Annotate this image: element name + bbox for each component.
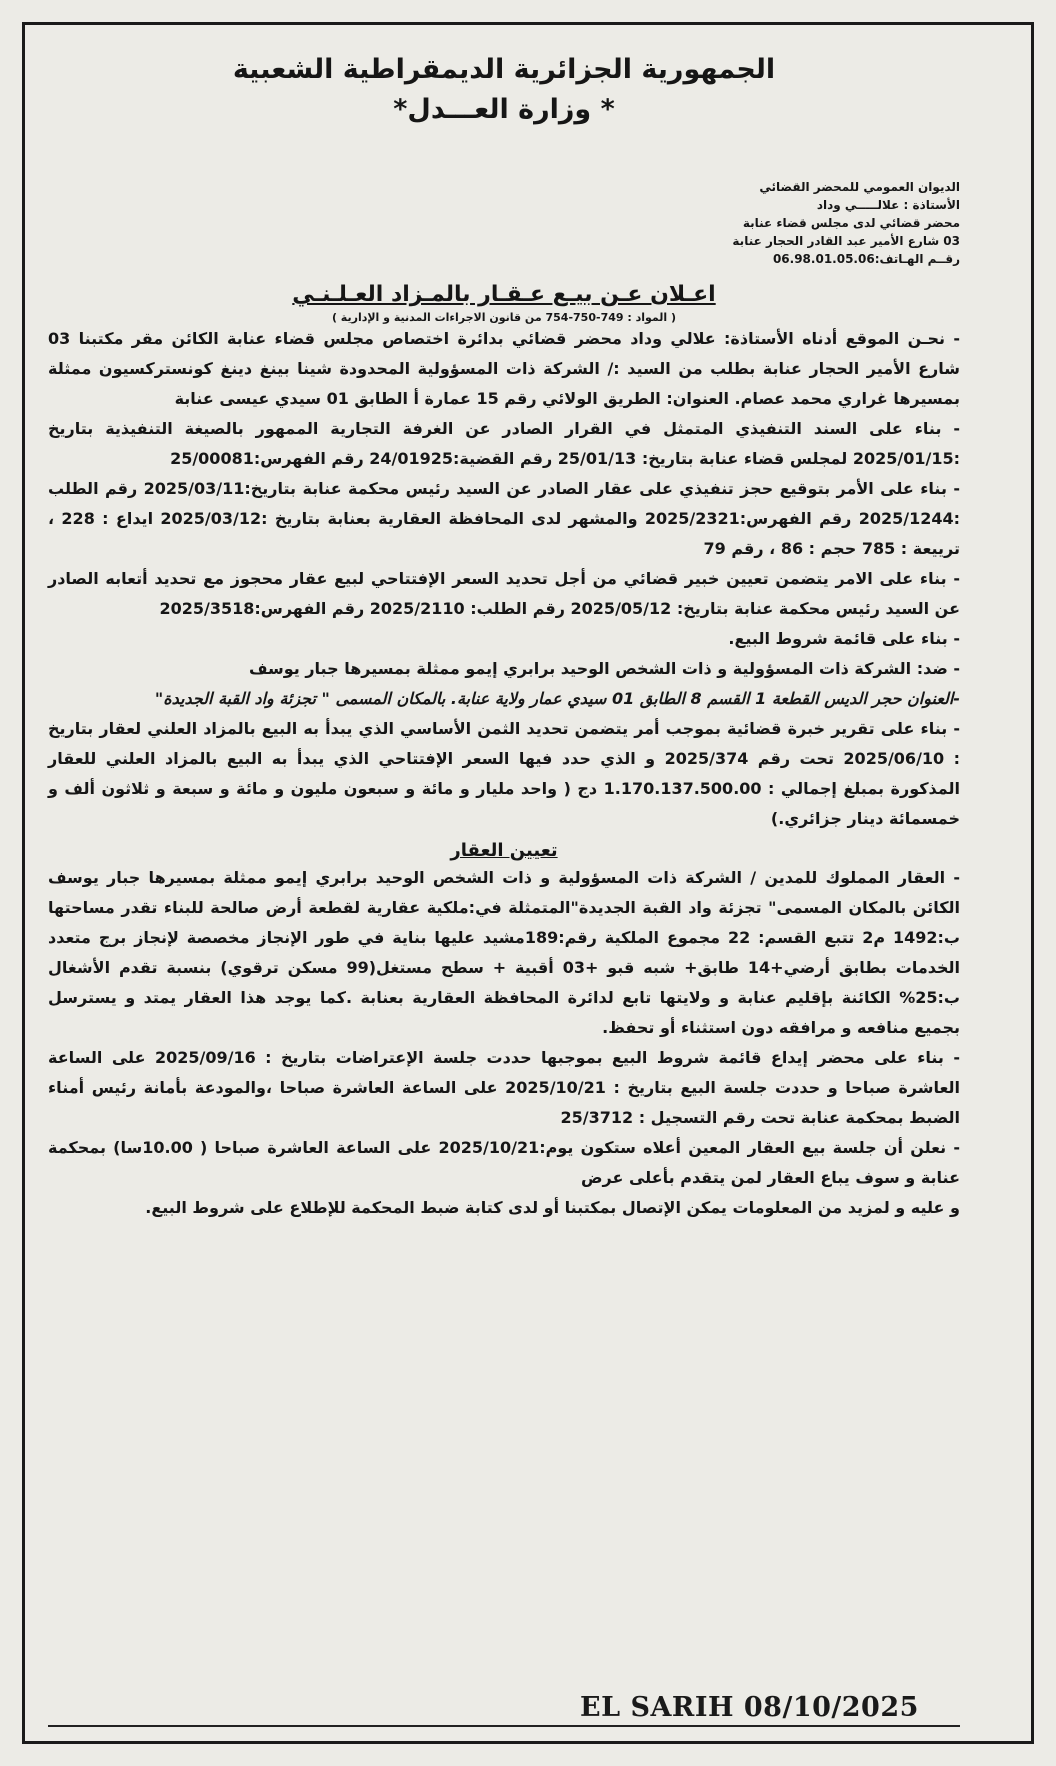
- footer-divider: [48, 1725, 960, 1727]
- paragraph-enforcement-title: - بناء على السند التنفيذي المتمثل في القرار الصادر عن الغرفة التجارية الممهور بالصيغة التنفيذية بتاريخ :2025/01/15 لمجلس قضاء عنابة بتاريخ: 25/01/13 رقم القضية:24/01925 رقم الفهرس:25/00081: [48, 419, 960, 468]
- office-line-1: الديوان العمومي للمحضر القضائي: [759, 180, 960, 194]
- office-block: [48, 178, 960, 268]
- section-title: تعيين العقار: [450, 840, 558, 861]
- paragraph-property-description: - العقار المملوك للمدين / الشركة ذات المسؤولية و ذات الشخص الوحيد برابري إيمو ممثلة بمسيرها جبار يوسف الكائن بالمكان المسمى" تجزئة واد القبة الجديدة"المتمثلة في:ملكية عقارية لقطعة أرض صالحة للبناء تقدر مساحتها ب:1492 م2 تتبع القسم: 22 مجموع الملكية رقم:189مشيد عليها بناية في طور الإنجاز مخصصة لإنجاز برج متعدد الخدمات بطابق أرضي+14 طابق+ شبه قبو +03 أقبية + سطح مستغل(99 مسكن ترقوي) بنسبة تقدم الأشغال ب:25% الكائنة بإقليم عنابة و ولايتها تابع لدائرة المحافظة العقارية بعنابة .كما يوجد هذا العقار يمتد و يسترسل بجميع منافعه و مرافقه دون استثناء أو تحفظ.: [48, 868, 961, 1037]
- office-line-4: 03 شارع الأمير عبد القادر الحجار عنابة: [732, 234, 960, 248]
- paragraph-expert-order: - بناء على الامر يتضمن تعيين خبير قضائي من أجل تحديد السعر الإفتتاحي لبيع عقار محجوز مع تحديد أتعابه الصادر عن السيد رئيس محكمة عنابة بتاريخ: 2025/05/12 رقم الطلب: 2025/2110 رقم الفهرس:2025/3518: [48, 569, 960, 618]
- paragraph-requester: - نحـن الموقع أدناه الأستاذة: علالي وداد محضر قضائي بدائرة اختصاص مجلس قضاء عنابة الكائن مقر مكتبنا 03 شارع الأمير الحجار عنابة بطلب من السيد :/ الشركة ذات المسؤولية المحدودة شينا بينغ دينغ كونستركسيون ممثلة بمسيرها غراري محمد عصام. العنوان: الطريق الولائي رقم 15 عمارة أ الطابق 01 سيدي عيسى عنابة: [48, 329, 960, 408]
- ministry-header: * وزارة العـــدل*: [393, 94, 615, 125]
- paragraph-deposit: - بناء على محضر إيداع قائمة شروط البيع بموجبها حددت جلسة الإعتراضات بتاريخ : 2025/09/16 على الساعة العاشرة صباحا و حددت جلسة البيع بتاريخ : 2025/10/21 على الساعة العاشرة صباحا ،والمودعة بأمانة رئيس أمناء الضبط بمحكمة عنابة تحت رقم التسجيل : 25/3712: [48, 1048, 961, 1127]
- paragraph-conditions: - بناء على قائمة شروط البيع.: [728, 629, 960, 648]
- office-line-3: محضر قضائي لدى مجلس قضاء عنابة: [742, 216, 960, 230]
- paragraph-seizure-order: - بناء على الأمر بتوقيع حجز تنفيذي على عقار الصادر عن السيد رئيس محكمة عنابة بتاريخ:2025/03/11 رقم الطلب :2025/1244 رقم الفهرس:2025/2321 والمشهر لدى المحافظة العقارية بعنابة بتاريخ :2025/03/12 ايداع : 228 ، ترييعة : 785 حجم : 86 ، رقم 79: [48, 479, 961, 558]
- newspaper-footer: EL SARIH 08/10/2025: [580, 1692, 919, 1723]
- notice-subtitle: ( المواد : 749-750-754 من قانون الاجراءات المدنية و الإدارية ): [331, 311, 677, 324]
- paragraph-address: -العنوان حجر الديس القطعة 1 القسم 8 الطابق 01 سيدي عمار ولاية عنابة. بالمكان المسمى " تجزئة واد القبة الجديدة": [154, 689, 960, 708]
- paragraph-sale-session: - نعلن أن جلسة بيع العقار المعين أعلاه ستكون يوم:2025/10/21 على الساعة العاشرة صباحا ( 10.00سا) بمحكمة عنابة و سوف يباع العقار لمن يتقدم بأعلى عرض: [48, 1138, 960, 1187]
- paragraph-contact: و عليه و لمزيد من المعلومات يمكن الإتصال بمكتبنا أو لدى كتابة ضبط المحكمة للإطلاع على شروط البيع.: [145, 1198, 960, 1217]
- notice-title: اعـلان عـن بيـع عـقـار بالمـزاد العـلـنـي: [292, 282, 716, 307]
- office-line-2: الأستاذة : علالـــــي وداد: [816, 198, 960, 212]
- republic-header: الجمهورية الجزائرية الديمقراطية الشعبية: [232, 54, 776, 85]
- office-line-5: رقــم الهـاتف:06.98.01.05.06: [772, 252, 960, 266]
- notice-content: [48, 50, 960, 1223]
- paragraph-expertise-price: - بناء على تقرير خبرة قضائية بموجب أمر يتضمن تحديد الثمن الأساسي الذي يبدأ به البيع بالمزاد العلني لعقار بتاريخ : 2025/06/10 تحت رقم 2025/374 و الذي حدد فيها السعر الإفتتاحي الذي يبدأ به البيع بالمزاد العلني للعقار المذكورة بمبلغ إجمالي : 1.170.137.500.00 دج ( واحد مليار و مائة و سبعون مليون و مائة و سبعة و ثلاثون ألف و خمسمائة دينار جزائري.): [48, 719, 961, 828]
- paragraph-debtor: - ضد: الشركة ذات المسؤولية و ذات الشخص الوحيد برابري إيمو ممثلة بمسيرها جبار يوسف: [248, 659, 960, 678]
